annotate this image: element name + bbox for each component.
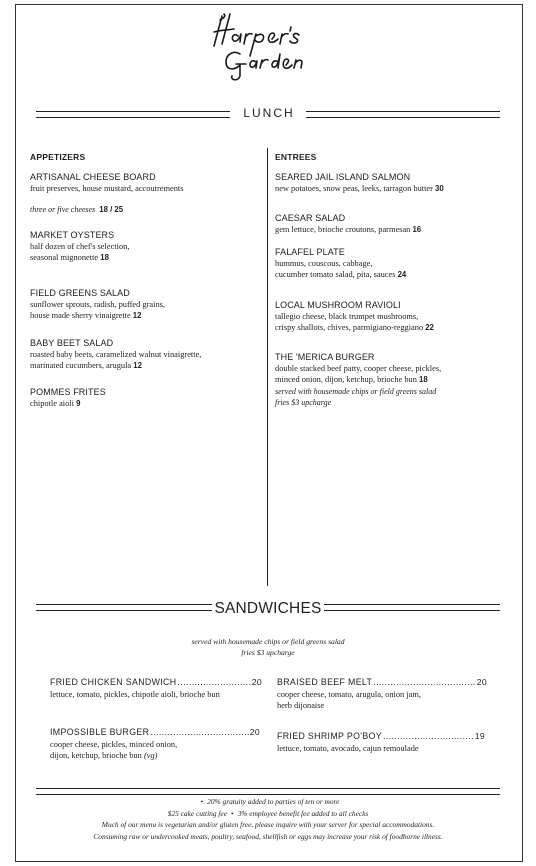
item-desc: crispy shallots, chives, parmigiano-reggiano [275,323,424,333]
item-price: 18 [100,253,109,263]
entrees-heading: ENTREES [275,152,317,162]
vegan-tag: (vg) [143,751,158,761]
sandwiches-note [150,637,386,658]
bullet-icon: • [231,808,234,818]
menu-item [275,171,511,194]
item-price: 20 [476,677,487,687]
leader-dots [150,726,248,738]
item-desc: dijon, ketchup, brioche bun [50,751,142,761]
item-price: 22 [425,323,434,333]
footer-line: 20% gratuity added to parties of ten or more [207,797,340,806]
item-name: BRAISED BEEF MELT [277,677,373,687]
item-price: 30 [435,184,444,193]
item-name: SEARED JAIL ISLAND SALMON [275,172,411,182]
item-price: 18 [418,375,428,385]
harpers-garden-logo [200,10,336,82]
item-desc: marinated cucumbers, arugula [30,361,132,371]
sandwiches-rule-left [36,604,212,611]
item-name: IMPOSSIBLE BURGER [50,727,150,737]
menu-item [275,351,511,408]
sandwiches-note-line: fries $3 upcharge [241,647,295,657]
item-price: 12 [133,361,142,371]
menu-item [275,299,511,334]
leader-dots [383,730,474,742]
item-note: served with housemade chips or field greens salad [275,386,437,396]
item-price: 9 [76,399,81,408]
item-name: LOCAL MUSHROOM RAVIOLI [275,300,401,310]
item-desc: hummus, couscous, cabbage, [275,259,373,268]
item-desc: new potatoes, snow peas, leeks, tarragon butter [275,184,433,193]
item-note: fries $3 upcharge [275,397,332,407]
item-desc: half dozen of chef's selection, [30,242,130,251]
item-desc: herb dijonaise [277,701,325,711]
lunch-rule-right [306,111,500,118]
item-desc: double stacked beef patty, cooper cheese, pickles, [275,364,442,373]
item-desc: fruit preserves, house mustard, accoutrements [30,184,184,193]
menu-item [275,212,511,235]
item-desc: chipotle aioli [30,399,74,408]
item-name: CAESAR SALAD [275,213,346,223]
item-name: FRIED SHRIMP PO'BOY [277,731,382,741]
item-name: BABY BEET SALAD [30,338,114,348]
menu-item [275,246,511,281]
item-desc: lettuce, tomato, avocado, cajun remoulade [277,744,419,753]
item-desc: minced onion, dijon, ketchup, brioche bun [275,375,417,385]
item-price: 24 [397,270,407,280]
item-price: 19 [474,731,485,741]
sandwich-item [50,676,262,700]
item-desc: lettuce, tomato, pickles, chipotle aioli, brioche bun [50,690,220,699]
lunch-rule-left [36,111,230,118]
item-name: POMMES FRITES [30,387,106,397]
menu-item [30,287,266,322]
leader-dots [177,676,250,688]
menu-item [30,386,266,409]
footer-line: Much of our menu is vegetarian and/or gluten free, please inquire with your server for special accommodations. [101,820,435,830]
item-desc: house made sherry vinaigrette [30,311,131,321]
bullet-icon: • [200,797,204,806]
footer-line: 3% employee benefit fee added to all checks [237,808,369,818]
footer-line: $25 cake cutting fee [167,808,227,818]
item-desc: seasonal mignonette [30,253,99,263]
column-divider [267,148,268,586]
logo-script [200,10,336,82]
item-price: 16 [412,225,422,234]
appetizers-heading: APPETIZERS [30,152,86,162]
item-price: 18 / 25 [99,205,124,215]
item-desc: cooper cheese, pickles, minced onion, [50,740,178,749]
item-name: FRIED CHICKEN SANDWICH [50,677,177,687]
menu-item [30,171,266,217]
item-name: MARKET OYSTERS [30,230,115,240]
item-desc: gem lettuce, brioche croutons, parmesan [275,225,411,234]
menu-item [30,229,266,264]
sandwiches-rule-right [324,604,500,611]
item-desc: roasted baby beets, caramelized walnut vinaigrette, [30,350,202,359]
item-desc: sunflower sprouts, radish, puffed grains, [30,300,165,309]
item-price: 12 [132,311,142,321]
sandwiches-note-line: served with housemade chips or field greens salad [191,637,345,646]
item-desc: cucumber tomato salad, pita, sauces [275,270,396,280]
footer-line: Consuming raw or undercooked meats, poultry, seafood, shellfish or eggs may increase your risk of foodborne illness. [93,831,443,841]
menu-item [30,337,266,372]
item-name: THE 'MERICA BURGER [275,352,375,362]
sandwiches-title: SANDWICHES [214,600,322,617]
sandwich-item [50,726,260,762]
sandwich-item [277,676,487,712]
item-desc: tallegio cheese, black trumpet mushrooms, [275,312,419,321]
item-desc: cooper cheese, tomato, arugula, onion jam, [277,690,421,699]
sandwich-item [277,730,485,754]
item-name: ARTISANAL CHEESE BOARD [30,172,156,182]
footer-rule [36,788,500,795]
item-note: three or five cheeses [30,205,96,215]
footer-notes [30,796,506,842]
item-price: 20 [251,677,262,687]
item-name: FIELD GREENS SALAD [30,288,130,298]
item-price: 20 [249,727,260,737]
leader-dots [373,676,475,688]
lunch-title: LUNCH [243,106,295,120]
item-name: FALAFEL PLATE [275,247,345,257]
